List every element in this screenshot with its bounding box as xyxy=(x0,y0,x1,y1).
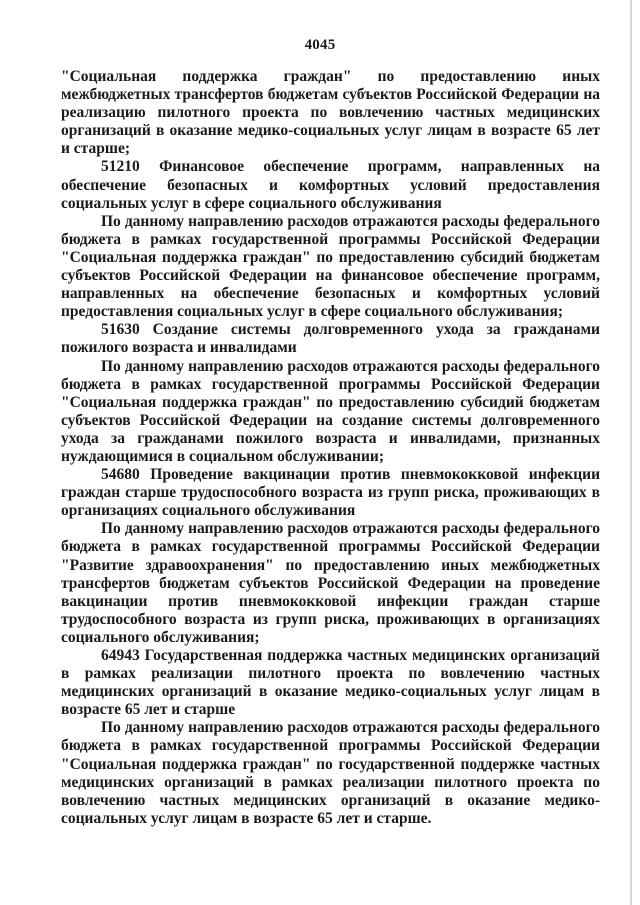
paragraph: По данному направлению расходов отражаются расходы федерального бюджета в рамках государственной программы Российской Федерации "Социальная поддержка граждан" по предоставлению субсидий бюджетам субъектов Российской Федерации на создание системы долговременного ухода за гражданами пожилого возраста и инвалидами, признанных нуждающимися в социальном обслуживании; xyxy=(61,357,600,465)
page-number: 4045 xyxy=(304,37,336,53)
paragraph-heading-51210: 51210 Финансовое обеспечение программ, направленных на обеспечение безопасных и комфортных условий предоставления социальных услуг в сфере социального обслуживания xyxy=(61,158,600,212)
paragraph: По данному направлению расходов отражаются расходы федерального бюджета в рамках государственной программы Российской Федерации "Развитие здравоохранения" по предоставлению иных межбюджетных трансфертов бюджетам субъектов Российской Федерации на проведение вакцинации против пневмококковой инфекции граждан старше трудоспособного возраста из групп риска, проживающих в организациях социального обслуживания; xyxy=(61,520,600,646)
scan-edge-divider xyxy=(630,0,632,905)
paragraph: По данному направлению расходов отражаются расходы федерального бюджета в рамках государственной программы Российской Федерации "Социальная поддержка граждан" по предоставлению субсидий бюджетам субъектов Российской Федерации на финансовое обеспечение программ, направленных на обеспечение безопасных и комфортных условий предоставления социальных услуг в сфере социального обслуживания; xyxy=(61,212,600,321)
paragraph-heading-64943: 64943 Государственная поддержка частных медицинских организаций в рамках реализации пилотного проекта по вовлечению частных медицинских организаций в оказание медико-социальных услуг лицам в возрасте 65 лет и старше xyxy=(61,647,600,719)
paragraph: "Социальная поддержка граждан" по предоставлению иных межбюджетных трансфертов бюджетам субъектов Российской Федерации на реализацию пилотного проекта по вовлечению частных медицинских организаций в оказание медико-социальных услуг лицам в возрасте 65 лет и старше; xyxy=(61,68,600,158)
paragraph-heading-54680: 54680 Проведение вакцинации против пневмококковой инфекции граждан старше трудоспособного возраста из групп риска, проживающих в организациях социального обслуживания xyxy=(61,466,600,520)
document-body xyxy=(61,68,600,828)
paragraph: По данному направлению расходов отражаются расходы федерального бюджета в рамках государственной программы Российской Федерации "Социальная поддержка граждан" по государственной поддержке частных медицинских организаций в рамках реализации пилотного проекта по вовлечению частных медицинских организаций в оказание медико-социальных услуг лицам в возрасте 65 лет и старше. xyxy=(61,719,600,827)
paragraph-heading-51630: 51630 Создание системы долговременного ухода за гражданами пожилого возраста и инвалидами xyxy=(61,321,600,357)
